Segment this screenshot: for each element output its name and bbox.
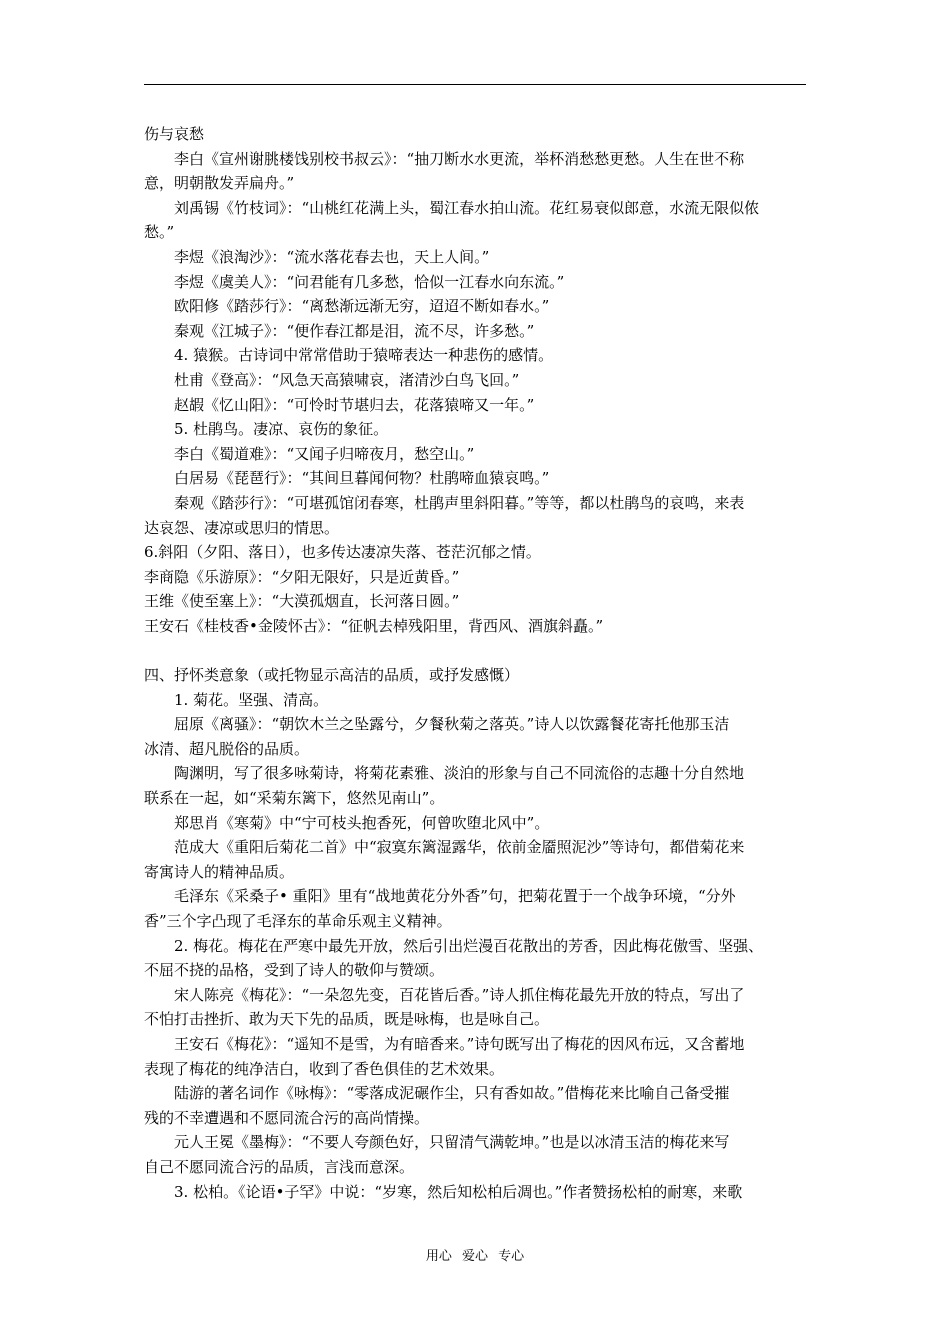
page-footer: 用心 爱心 专心: [425, 1249, 525, 1264]
text-line: 李白《宣州谢朓楼饯别校书叔云》：“抽刀断水水更流，举杯消愁愁更愁。人生在世不称: [174, 149, 745, 168]
text-line: 范成大《重阳后菊花二首》中“寂寞东篱湿露华，依前金靥照泥沙”等诗句，都借菊花来: [174, 838, 745, 857]
text-line: 3. 松柏。《论语•子罕》中说：“岁寒，然后知松柏后凋也。”作者赞扬松柏的耐寒，来歌: [174, 1182, 743, 1201]
text-line: 李煜《浪淘沙》：“流水落花春去也，天上人间。”: [174, 247, 490, 266]
text-line: 欧阳修《踏莎行》：“离愁渐远渐无穷，迢迢不断如春水。”: [174, 297, 550, 316]
text-line: 秦观《踏莎行》：“可堪孤馆闭春寒，杜鹃声里斜阳暮。”等等，都以杜鹃鸟的哀鸣，来表: [174, 493, 745, 512]
text-line: 杜甫《登高》：“风急天高猿啸哀，渚清沙白鸟飞回。”: [174, 370, 520, 389]
text-line: 冰清、超凡脱俗的品质。: [144, 739, 310, 758]
text-line: 郑思肖《寒菊》中“宁可枝头抱香死，何曾吹堕北风中”。: [174, 813, 550, 832]
document-body: [144, 122, 806, 1204]
text-line: 2. 梅花。梅花在严寒中最先开放，然后引出烂漫百花散出的芳香，因此梅花傲雪、坚强、: [174, 936, 764, 955]
text-line: 毛泽东《采桑子• 重阳》里有“战地黄花分外香”句，把菊花置于一个战争环境，“分外: [174, 887, 736, 906]
text-line: 白居易《琵琶行》：“其间旦暮闻何物？杜鹃啼血猿哀鸣。”: [174, 469, 550, 488]
text-line: 香”三个字凸现了毛泽东的革命乐观主义精神。: [144, 912, 452, 930]
text-line: 元人王冕《墨梅》：“不要人夸颜色好，只留清气满乾坤。”也是以冰清玉洁的梅花来写: [174, 1133, 730, 1152]
text-line: 残的不幸遭遇和不愿同流合污的高尚情操。: [144, 1108, 430, 1127]
text-line: 表现了梅花的纯净洁白，收到了香色俱佳的艺术效果。: [144, 1059, 505, 1078]
text-line: 寄寓诗人的精神品质。: [144, 862, 295, 881]
text-line: 王维《使至塞上》：“大漠孤烟直，长河落日圆。”: [144, 592, 460, 611]
text-line: 4. 猿猴。古诗词中常常借助于猿啼表达一种悲伤的感情。: [174, 346, 554, 365]
text-line: 5. 杜鹃鸟。凄凉、哀伤的象征。: [174, 420, 389, 439]
text-line: 李煜《虞美人》：“问君能有几多愁，恰似一江春水向东流。”: [174, 272, 565, 291]
text-line: 6.斜阳（夕阳、落日），也多传达凄凉失落、苍茫沉郁之情。: [144, 543, 541, 562]
text-line: 不屈不挠的品格，受到了诗人的敬仰与赞颂。: [144, 961, 445, 980]
section-heading: 四、抒怀类意象（或托物显示高洁的品质，或抒发感慨）: [144, 666, 520, 685]
text-line: 刘禹锡《竹枝词》：“山桃红花满上头，蜀江春水拍山流。花红易衰似郎意，水流无限似侬: [174, 198, 760, 217]
text-line: 王安石《桂枝香•金陵怀古》：“征帆去棹残阳里，背西风、酒旗斜矗。”: [144, 616, 604, 635]
text-line: 秦观《江城子》：“便作春江都是泪，流不尽，许多愁。”: [174, 321, 535, 340]
text-line: 伤与哀愁: [144, 125, 205, 143]
text-line: 屈原《离骚》：“朝饮木兰之坠露兮，夕餐秋菊之落英。”诗人以饮露餐花寄托他那玉洁: [174, 715, 730, 734]
blank-line: [144, 638, 806, 663]
text-line: 陶渊明，写了很多咏菊诗，将菊花素雅、淡泊的形象与自己不同流俗的志趣十分自然地: [174, 764, 745, 783]
text-line: 联系在一起，如“采菊东篱下，悠然见南山”。: [144, 789, 445, 808]
text-line: 达哀怨、凄凉或思归的情思。: [144, 518, 340, 537]
text-line: 王安石《梅花》：“遥知不是雪，为有暗香来。”诗句既写出了梅花的因风布远，又含蓄地: [174, 1034, 745, 1053]
text-line: 不怕打击挫折、敢为天下先的品质，既是咏梅，也是咏自己。: [144, 1010, 550, 1029]
text-line: 自己不愿同流合污的品质，言浅而意深。: [144, 1157, 415, 1176]
text-line: 宋人陈亮《梅花》：“一朵忽先变，百花皆后香。”诗人抓住梅花最先开放的特点，写出了: [174, 985, 745, 1004]
text-line: 1. 菊花。坚强、清高。: [174, 690, 329, 709]
text-line: 陆游的著名词作《咏梅》：“零落成泥碾作尘，只有香如故。”借梅花来比喻自己备受摧: [174, 1084, 730, 1103]
text-line: 李商隐《乐游原》：“夕阳无限好，只是近黄昏。”: [144, 567, 460, 586]
text-line: 李白《蜀道难》：“又闻子归啼夜月，愁空山。”: [174, 444, 475, 463]
text-line: 意，明朝散发弄扁舟。”: [144, 174, 295, 193]
header-rule: [144, 84, 806, 85]
text-line: 赵嘏《忆山阳》：“可怜时节堪归去，花落猿啼又一年。”: [174, 395, 535, 414]
text-line: 愁。”: [144, 223, 175, 242]
